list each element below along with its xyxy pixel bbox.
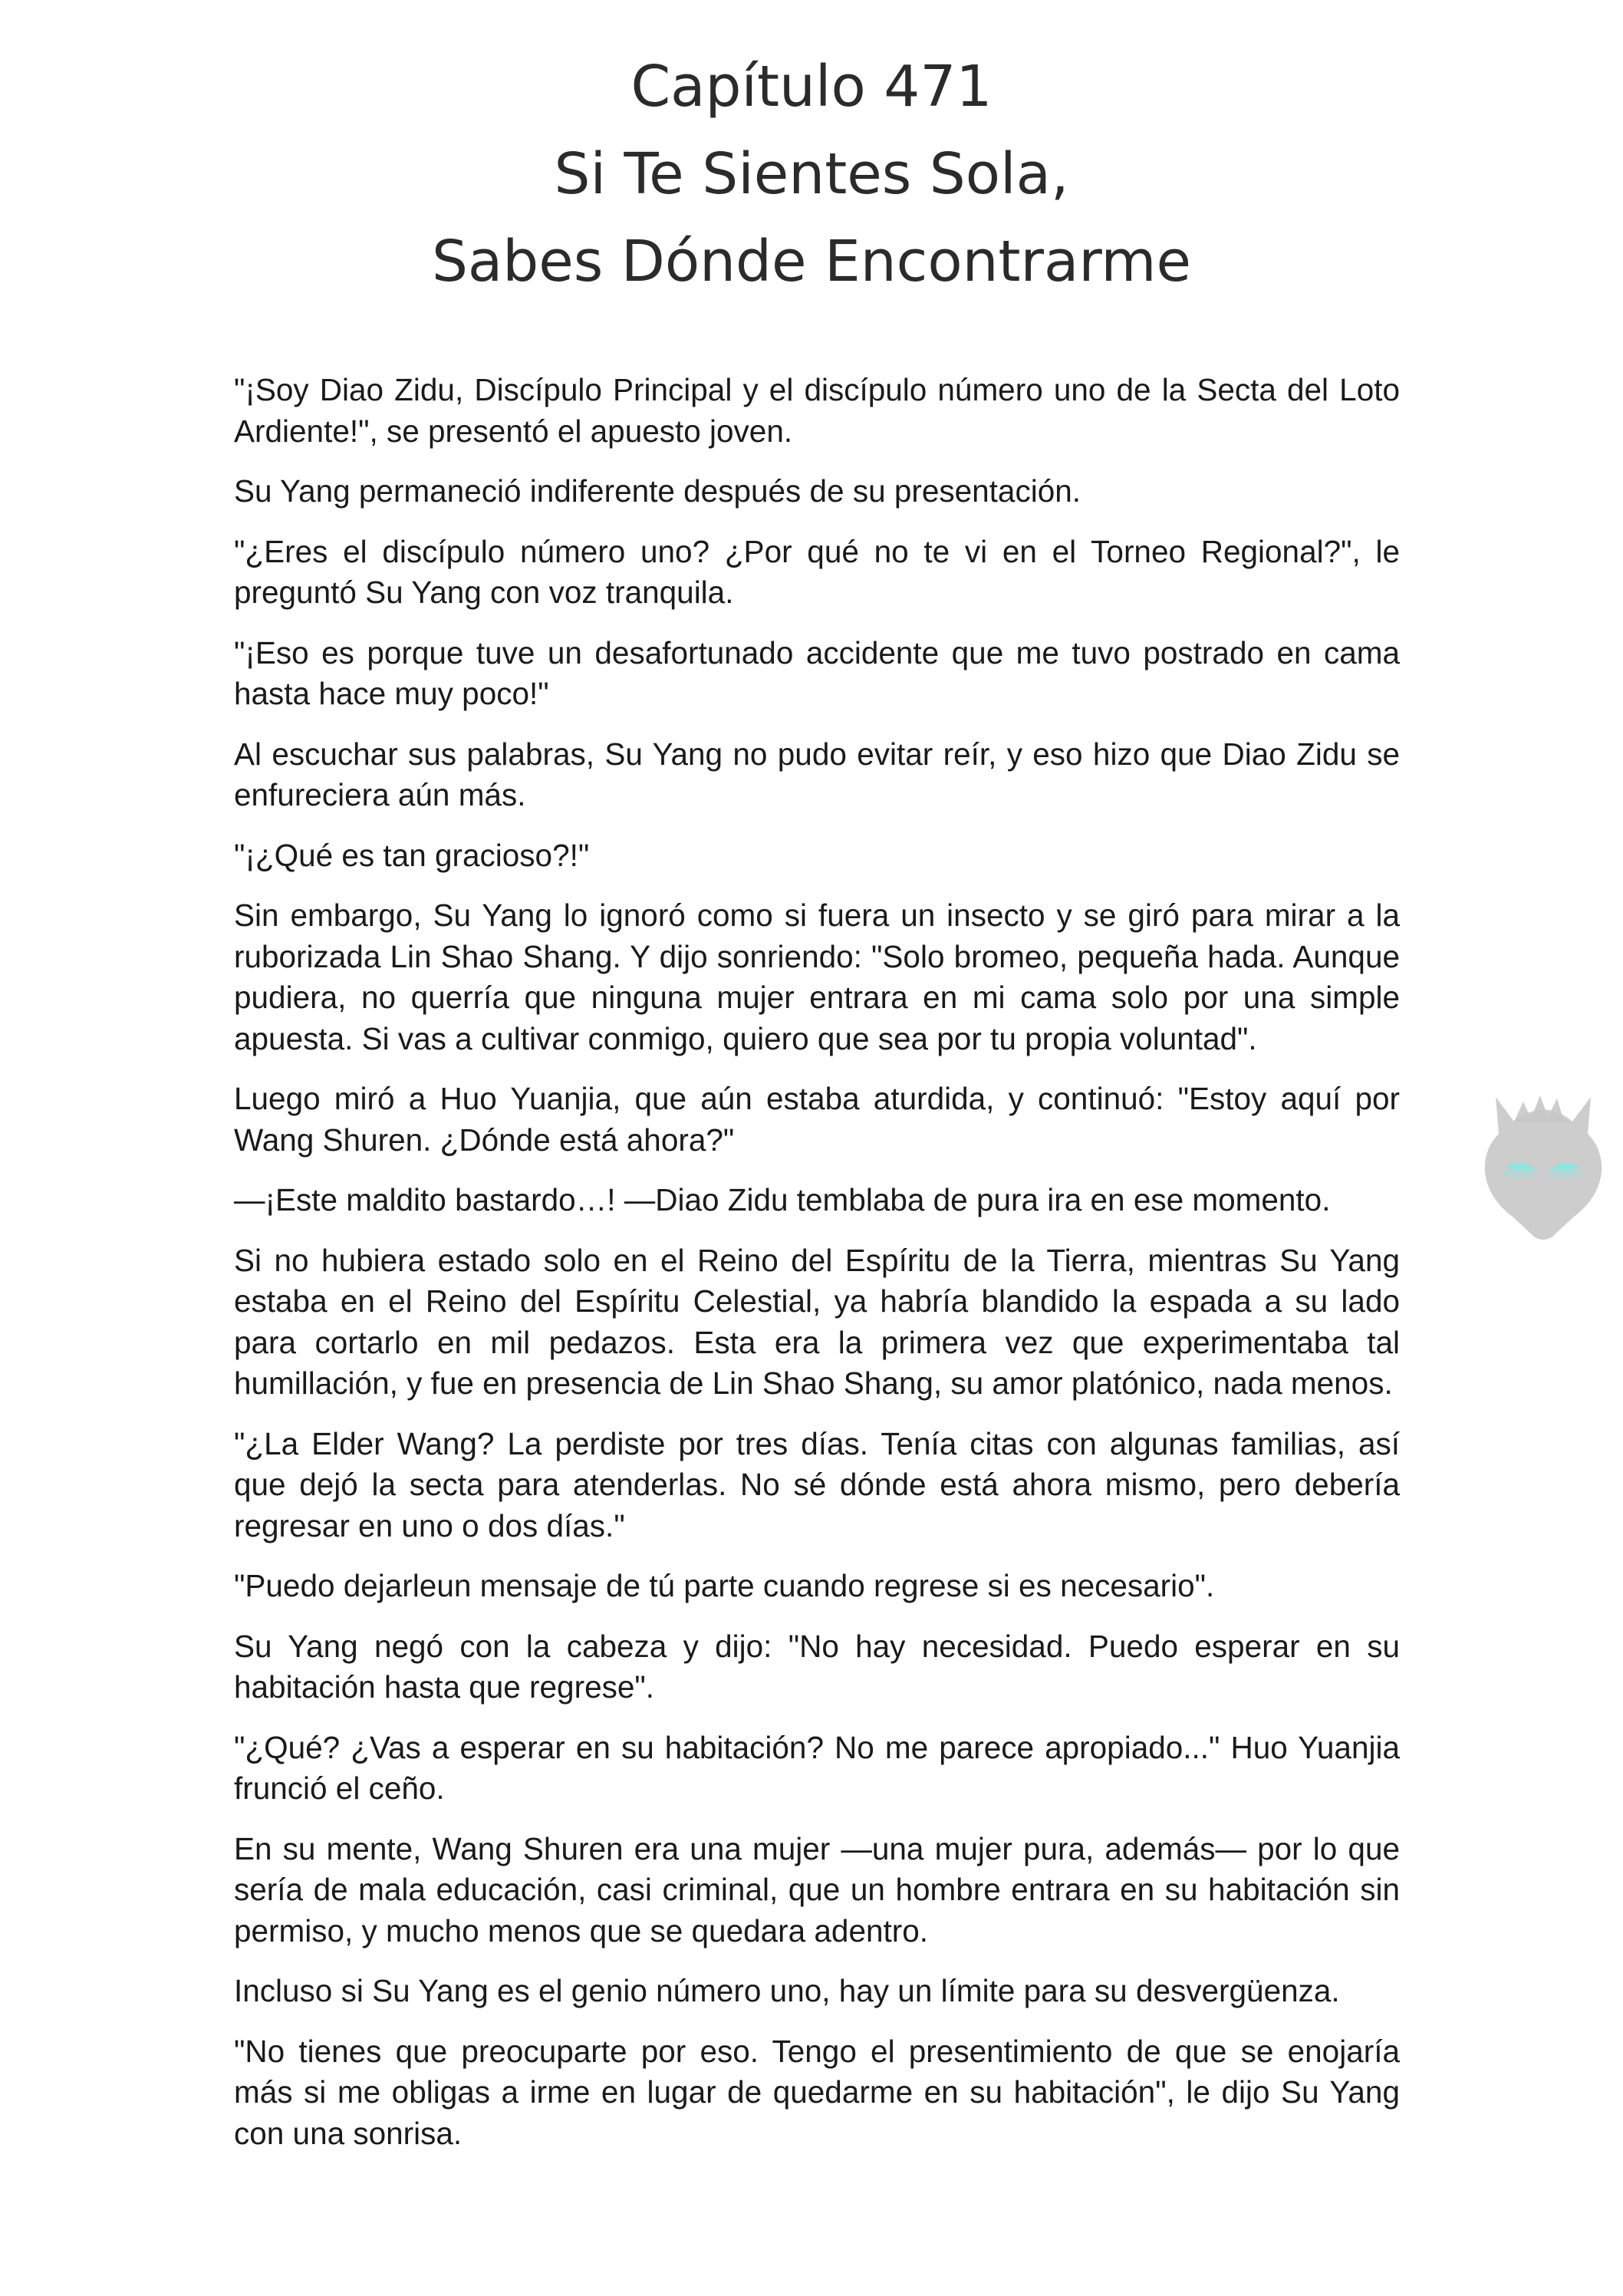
chapter-number: Capítulo 471 — [630, 54, 993, 120]
paragraph: Luego miró a Huo Yuanjia, que aún estaba aturdida, y continuó: "Estoy aquí por Wang Shuren. ¿Dónde está ahora?" — [234, 1081, 1400, 1158]
chapter-title-line-2: Sabes Dónde Encontrarme — [431, 229, 1192, 295]
paragraph: "¡Soy Diao Zidu, Discípulo Principal y el discípulo número uno de la Secta del Loto Ardiente!", se presentó el apuesto joven. — [234, 372, 1400, 449]
paragraph: Su Yang permaneció indiferente después de su presentación. — [234, 473, 1081, 509]
paragraph: Sin embargo, Su Yang lo ignoró como si fuera un insecto y se giró para mirar a la ruborizada Lin Shao Shang. Y dijo sonriendo: "Solo bromeo, pequeña hada. Aunque pudiera, no querría que ninguna mujer entrara en mi cama solo por una simple apuesta. Si vas a cultivar conmigo, quiero que sea por tu propia voluntad". — [234, 898, 1400, 1056]
paragraph: "Puedo dejarleun mensaje de tú parte cuando regrese si es necesario". — [234, 1568, 1215, 1603]
paragraph: Incluso si Su Yang es el genio número uno, hay un límite para su desvergüenza. — [234, 1973, 1340, 2008]
paragraph: "¡¿Qué es tan gracioso?!" — [234, 837, 590, 873]
paragraph: En su mente, Wang Shuren era una mujer —una mujer pura, además— por lo que sería de mala educación, casi criminal, que un hombre entrara en su habitación sin permiso, y mucho menos que se quedara adentro. — [234, 1830, 1400, 1948]
paragraph: Si no hubiera estado solo en el Reino del Espíritu de la Tierra, mientras Su Yang estaba en el Reino del Espíritu Celestial, ya habría blandido la espada a su lado para cortarlo en mil pedazos. Esta era la primera vez que experimentaba tal humillación, y fue en presencia de Lin Shao Shang, su amor platónico, nada menos. — [234, 1242, 1400, 1401]
chapter-heading — [0, 43, 1623, 305]
paragraph: Al escuchar sus palabras, Su Yang no pudo evitar reír, y eso hizo que Diao Zidu se enfureciera aún más. — [234, 736, 1400, 812]
paragraph: "¿Qué? ¿Vas a esperar en su habitación? No me parece apropiado..." Huo Yuanjia frunció el ceño. — [234, 1729, 1400, 1806]
chapter-body — [234, 370, 1400, 2173]
demon-head-logo-icon — [1467, 1074, 1620, 1243]
paragraph: "¡Eso es porque tuve un desafortunado accidente que me tuvo postrado en cama hasta hace muy poco!" — [234, 634, 1400, 711]
chapter-title-line-1: Si Te Sientes Sola, — [554, 141, 1069, 207]
paragraph: —¡Este maldito bastardo…! —Diao Zidu temblaba de pura ira en ese momento. — [234, 1182, 1331, 1217]
paragraph: "¿La Elder Wang? La perdiste por tres días. Tenía citas con algunas familias, así que dejó la secta para atenderlas. No sé dónde está ahora mismo, pero debería regresar en uno o dos días." — [234, 1425, 1400, 1543]
paragraph: Su Yang negó con la cabeza y dijo: "No hay necesidad. Puedo esperar en su habitación hasta que regrese". — [234, 1628, 1400, 1705]
paragraph: "No tienes que preocuparte por eso. Tengo el presentimiento de que se enojaría más si me obligas a irme en lugar de quedarme en su habitación", le dijo Su Yang con una sonrisa. — [234, 2033, 1400, 2151]
paragraph: "¿Eres el discípulo número uno? ¿Por qué no te vi en el Torneo Regional?", le preguntó Su Yang con voz tranquila. — [234, 533, 1400, 610]
